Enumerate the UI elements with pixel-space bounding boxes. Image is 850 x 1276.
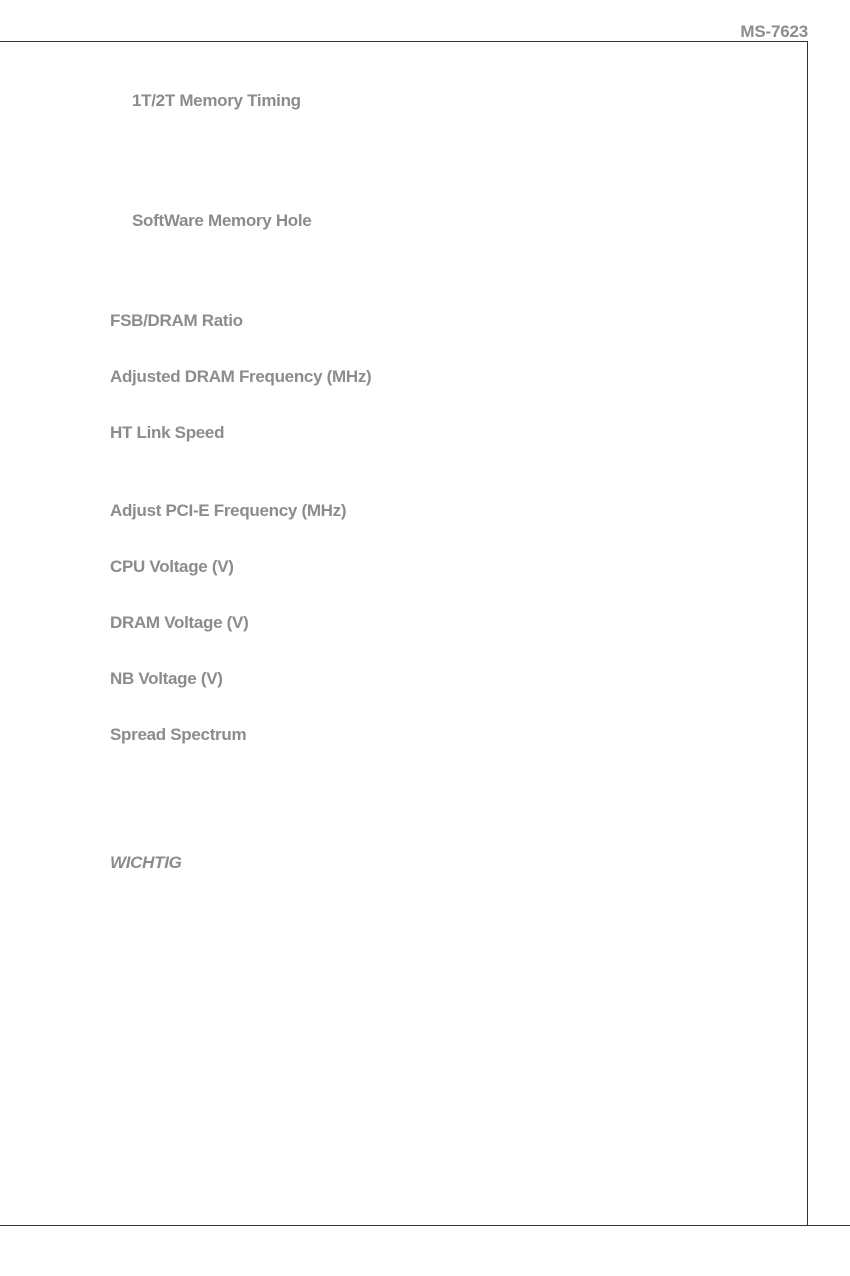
- important-note-label: WICHTIG: [110, 853, 182, 872]
- item-nb-voltage: NB Voltage (V): [110, 669, 223, 688]
- item-ht-link-speed: HT Link Speed: [110, 423, 225, 442]
- page-model-header: MS-7623: [740, 22, 808, 41]
- top-rule: [0, 41, 808, 42]
- item-spread-spectrum: Spread Spectrum: [110, 725, 247, 744]
- item-1t2t-memory-timing: 1T/2T Memory Timing: [132, 91, 301, 110]
- item-dram-voltage: DRAM Voltage (V): [110, 613, 249, 632]
- item-adjusted-dram-frequency: Adjusted DRAM Frequency (MHz): [110, 367, 372, 386]
- item-fsb-dram-ratio: FSB/DRAM Ratio: [110, 311, 243, 330]
- item-cpu-voltage: CPU Voltage (V): [110, 557, 234, 576]
- bottom-rule: [0, 1225, 850, 1226]
- item-adjust-pcie-frequency: Adjust PCI-E Frequency (MHz): [110, 501, 347, 520]
- item-software-memory-hole: SoftWare Memory Hole: [132, 211, 312, 230]
- right-rule: [807, 41, 808, 1226]
